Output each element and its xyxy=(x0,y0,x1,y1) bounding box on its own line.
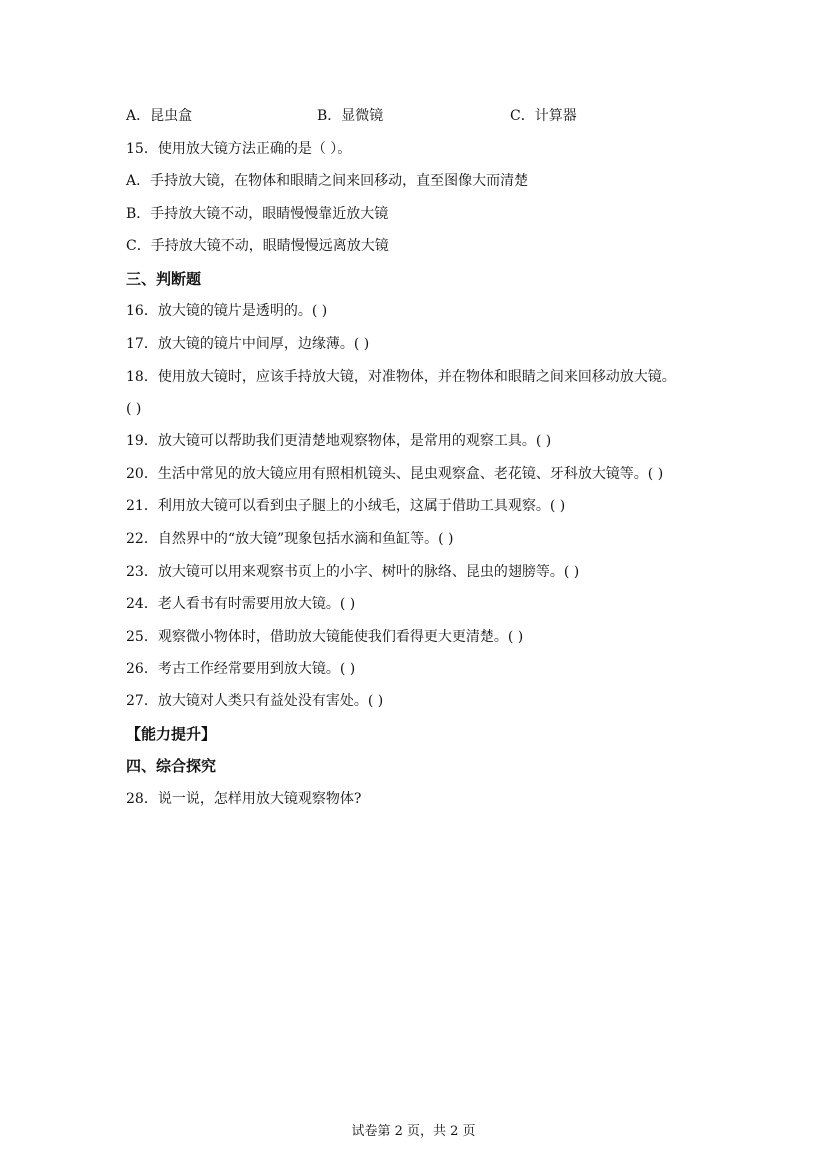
judgment-item: 25．观察微小物体时，借助放大镜能使我们看得更大更清楚。( ) xyxy=(126,629,524,645)
judgment-item: 24．老人看书有时需要用放大镜。( ) xyxy=(126,596,356,612)
section4-title: 四、综合探究 xyxy=(126,757,217,775)
judgment-item: 18．使用放大镜时，应该手持放大镜，对准物体，并在物体和眼睛之间来回移动放大镜。 xyxy=(126,369,676,385)
judgment-item: 17．放大镜的镜片中间厚，边缘薄。( ) xyxy=(126,336,370,352)
q14-option-a: A．昆虫盒 xyxy=(126,108,193,124)
judgment-item: 19．放大镜可以帮助我们更清楚地观察物体，是常用的观察工具。( ) xyxy=(126,433,552,449)
judgment-item: 22．自然界中的“放大镜”现象包括水滴和鱼缸等。( ) xyxy=(126,531,454,547)
ability-title: 【能力提升】 xyxy=(126,725,217,743)
q14-option-c: C．计算器 xyxy=(510,108,577,124)
q14-option-b: B．显微镜 xyxy=(317,108,384,124)
judgment-item: 20．生活中常见的放大镜应用有照相机镜头、昆虫观察盒、老花镜、牙科放大镜等。( ) xyxy=(126,466,664,482)
judgment-item: 16．放大镜的镜片是透明的。( ) xyxy=(126,303,328,319)
judgment-item-continuation: ( ) xyxy=(126,401,142,417)
section3-title: 三、判断题 xyxy=(126,270,202,288)
judgment-item: 26．考古工作经常要用到放大镜。( ) xyxy=(126,661,356,677)
q15-option-c: C．手持放大镜不动，眼睛慢慢远离放大镜 xyxy=(126,238,389,254)
q15-option-a: A．手持放大镜，在物体和眼睛之间来回移动，直至图像大而清楚 xyxy=(126,173,529,189)
judgment-item: 27．放大镜对人类只有益处没有害处。( ) xyxy=(126,693,384,709)
q15-option-b: B．手持放大镜不动，眼睛慢慢靠近放大镜 xyxy=(126,206,389,222)
judgment-item: 23．放大镜可以用来观察书页上的小字、树叶的脉络、昆虫的翅膀等。( ) xyxy=(126,564,580,580)
q28-stem: 28．说一说，怎样用放大镜观察物体? xyxy=(126,791,362,807)
judgment-item: 21．利用放大镜可以看到虫子腿上的小绒毛，这属于借助工具观察。( ) xyxy=(126,498,566,514)
q15-stem: 15．使用放大镜方法正确的是（ ）。 xyxy=(126,141,352,157)
page-footer: 试卷第 2 页，共 2 页 xyxy=(351,1124,476,1139)
